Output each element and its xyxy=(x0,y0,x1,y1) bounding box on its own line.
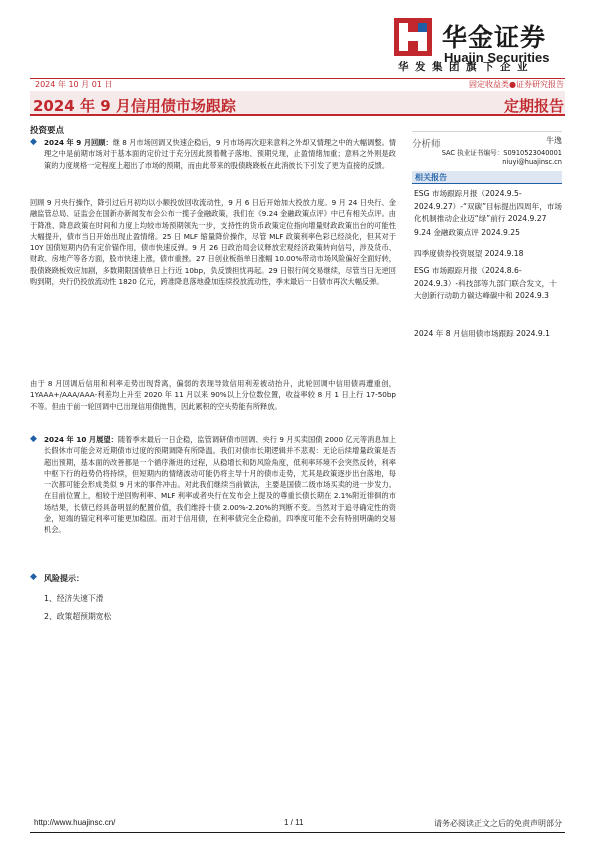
related-report-link[interactable]: ESG 市场跟踪月报（2024.8.6-2024.9.3）-科技部等九部门联合发文，十大创新行动助力碳达峰碳中和 2024.9.3 xyxy=(414,266,557,300)
paragraph-outlook xyxy=(30,434,396,536)
section-title: 投资要点 xyxy=(30,126,65,136)
report-title: 2024 年 9 月信用债市场跟踪 xyxy=(33,97,236,115)
diamond-bullet-icon: ◆ xyxy=(30,572,37,582)
risk-item: 1、经济失速下滑 xyxy=(44,594,104,603)
paragraph-outlook-body: 随着季末最后一日企稳，监管调研债市回调、央行 9 月买卖国债 2000 亿元等消息加上长假休市可能会对近期债市过度的预期调降有所降温。我们对债市长期逻辑并不悲观：无论后续增量政策是否超出预期，基本面的改善都是一个循序渐进的过程，从稳增长和防风险角度，低利率环境不会突然反转，利率中枢下行的趋势仍将持续，但短期内的情绪波动可能仍将主导十月的债市走势，尤其是政策逐步出台落地，每一次都可能会形成类似 9 月末的事件冲击。对此我们继续当前做法，主要是国债二级市场买卖的进一步发力。在目前位置上，相较于逆回购利率、MLF 利率或者央行在发布会上提及的尊重长债长期在 2.1%附近徘徊的市场结果，长债已经具备明显的配置价值，我们维持十债 2.00%-2.20%的判断不变。当然对于追寻确定性的资金，短端的锚定利率可能更加稳固。而对于信用债，在利率债完全企稳前，四季度可能不会有特别明确的交易机会。 xyxy=(44,435,396,535)
paragraph-review xyxy=(30,137,396,171)
analyst-sac-number: SAC 执业证书编号：S0910523040001 xyxy=(441,149,562,157)
sidebar-divider xyxy=(412,131,562,132)
risk-title: 风险提示： xyxy=(44,574,84,583)
report-date: 2024 年 10 月 01 日 xyxy=(35,80,113,89)
related-reports-label: 相关报告 xyxy=(415,173,447,182)
logo-name-en: Huajin Securities xyxy=(444,50,550,65)
huajin-logo-icon xyxy=(394,18,432,56)
diamond-bullet-icon: ◆ xyxy=(30,137,37,147)
related-report-link[interactable]: 四季度债券投资展望 2024.9.18 xyxy=(414,249,524,258)
logo-name-cn: 华金证券 xyxy=(442,23,547,52)
related-report-link[interactable]: 9.24 金融政策点评 2024.9.25 xyxy=(414,228,520,237)
paragraph-review-body: 继 8 月市场回调又快速企稳后，9 月市场再次迎来意料之外却又情理之中的大幅调整。情理之中是前期市场对于基本面的定价过于充分因此预着靴子落地、预期兑现，止盈情绪加重；意料之外则是政策的力度规格一定程度上超出了市场的预期，而由此带来的股债跷跷板在此消彼长下引发了更为直接的反馈。 xyxy=(44,138,396,170)
risk-item: 2、政策超预期宽松 xyxy=(44,612,112,621)
diamond-bullet-icon: ◆ xyxy=(30,434,37,444)
related-report-link[interactable]: ESG 市场跟踪月报（2024.9.5-2024.9.27）-“双碳”目标提出四周年，市场化机制推动企业迈“绿”前行 2024.9.27 xyxy=(414,189,562,223)
report-category: 固定收益类●证券研究报告 xyxy=(469,80,564,89)
paragraph-credit-spread: 由于 8 月回调后信用和利率走势出现背离，偏弱的表现导致信用利差被动抬升，此轮回调中信用债再遭重创，1YAAA+/AAA/AAA-利差均上升至 2020 年 11 月以来 90%以上分位数位置，收益率较 8 月 1 日上行 17-50bp 不等。但由于前一轮回调中已出现信用债抛售，因此累积的空头势能有所释放。 xyxy=(30,379,396,411)
footer-website-link[interactable]: http://www.huajinsc.cn/ xyxy=(34,818,116,827)
page-number: 1 / 11 xyxy=(284,818,304,827)
analyst-email[interactable]: niuyi@huajinsc.cn xyxy=(502,158,562,166)
analyst-label: 分析师 xyxy=(412,139,441,150)
brand-slogan: 华发集团旗下企业 xyxy=(398,61,534,73)
related-report-link[interactable]: 2024 年 8 月信用债市场跟踪 2024.9.1 xyxy=(414,329,550,338)
paragraph-central-bank: 回顾 9 月央行操作，降引过后月初均以小额投放回收流动性，9 月 6 日后开始加大投放力度。9 月 24 日央行、金融监管总局、证监会在国新办新闻发布会公布一揽子金融政策，我们在《9.24 金融政策点评》中已有相关点评。由于降准、降息政策在时间和力度上均较市场预期领先一步，支持性的货币政策定位指向增量财政政策出台的可能性大幅提升，债市当日开始出现止盈情绪。25 日 MLF 缩量降价操作，尽管 MLF 政策利率色彩已经淡化，但其对于 10Y 国债短期内仍有定价锚作用，债市快速反弹。9 月 26 日政治局会议释放宏观经济政策转向信号，涉及货币、财政、房地产等各方面，股市快速上涨，债市重挫。27 日创业板指单日涨幅 10.00%带动市场风险偏好全面好转，股债跷跷板效应加剧，多数期限国债单日上行近 10bp，负反馈担忧再起。29 日银行间交易继续，尽管当日无逆回购到期，央行仍投放流动性 1820 亿元，跨准降息落地叠加连续投放流动性，季末最后一日债市再次大幅反弹。 xyxy=(30,198,396,287)
footer-disclaimer: 请务必阅读正文之后的免责声明部分 xyxy=(434,819,562,828)
report-type: 定期报告 xyxy=(503,97,564,115)
paragraph-outlook-lead: 2024 年 10 月展望： xyxy=(44,435,118,444)
footer-divider xyxy=(30,832,565,833)
paragraph-review-lead: 2024 年 9 月回顾： xyxy=(44,138,113,147)
analyst-name: 牛逸 xyxy=(546,136,562,145)
